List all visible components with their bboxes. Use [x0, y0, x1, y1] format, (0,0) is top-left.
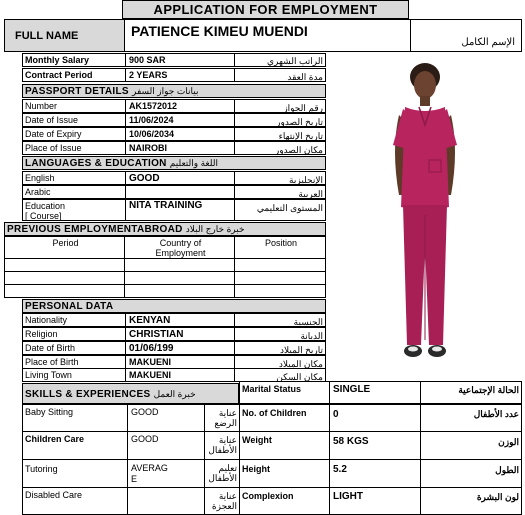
tutoring-value	[127, 459, 205, 488]
education-value: NITA TRAINING	[125, 199, 235, 221]
height-label: Height	[239, 459, 330, 488]
col-period: Period	[4, 236, 125, 259]
arabic-value	[125, 185, 235, 199]
religion-label: Religion	[22, 327, 126, 341]
prev-row-2-position	[234, 271, 326, 285]
baby-sitting-label: Baby Sitting	[22, 404, 128, 432]
marital-status-label: Marital Status	[239, 381, 330, 404]
passport-title-arabic: بيانات جواز السفر	[131, 86, 199, 96]
issue-date-arabic: تاريخ الصدور	[234, 113, 326, 127]
passport-number-label: Number	[22, 99, 126, 113]
living-town-label: Living Town	[22, 368, 126, 382]
children-care-label: Children Care	[22, 431, 128, 460]
dob-value: 01/06/199	[125, 341, 235, 355]
issue-place-label: Place of Issue	[22, 141, 126, 155]
disabled-care-label: Disabled Care	[22, 487, 128, 515]
living-town-arabic: مكان السكن	[234, 368, 326, 382]
expiry-date-arabic: تاريخ الإنتهاء	[234, 127, 326, 141]
issue-place-value: NAIROBI	[125, 141, 235, 155]
salary-label: Monthly Salary	[22, 53, 126, 67]
complexion-label: Complexion	[239, 487, 330, 515]
full-name-arabic: الإسم الكامل	[410, 19, 522, 52]
baby-sitting-arabic	[204, 404, 240, 432]
height-arabic: الطول	[420, 459, 522, 488]
disabled-care-arabic-line1: عناية	[218, 491, 237, 501]
education-label	[22, 199, 126, 221]
tutoring-value-line1: AVERAG	[131, 463, 168, 473]
expiry-date-label: Date of Expiry	[22, 127, 126, 141]
languages-section-header	[22, 156, 326, 170]
full-name-value: PATIENCE KIMEU MUENDI	[124, 19, 411, 52]
education-label-line1: Education	[25, 201, 66, 211]
living-town-value: MAKUENI	[125, 368, 235, 382]
issue-date-label: Date of Issue	[22, 113, 126, 127]
weight-arabic: الوزن	[420, 431, 522, 460]
baby-sitting-arabic-line2: الرضع	[214, 418, 237, 428]
children-care-value: GOOD	[127, 431, 205, 460]
pob-label: Place of Birth	[22, 355, 126, 369]
baby-sitting-value: GOOD	[127, 404, 205, 432]
skills-title-arabic: خبرة العمل	[153, 389, 196, 399]
religion-arabic: الديانة	[234, 327, 326, 341]
tutoring-label: Tutoring	[22, 459, 128, 488]
skills-title: SKILLS & EXPERIENCES	[25, 389, 151, 400]
marital-status-arabic: الحالة الإجتماعية	[420, 381, 522, 404]
weight-label: Weight	[239, 431, 330, 460]
col-country	[124, 236, 235, 259]
full-name-label: FULL NAME	[4, 19, 125, 52]
nationality-label: Nationality	[22, 313, 126, 327]
children-count-value: 0	[329, 404, 421, 432]
dob-label: Date of Birth	[22, 341, 126, 355]
form-title: APPLICATION FOR EMPLOYMENT	[122, 0, 409, 19]
arabic-label: Arabic	[22, 185, 126, 199]
marital-status-value: SINGLE	[329, 381, 421, 404]
prev-row-3-period	[4, 284, 125, 298]
pob-value: MAKUENI	[125, 355, 235, 369]
english-value: GOOD	[125, 171, 235, 185]
pob-arabic: مكان الميلاد	[234, 355, 326, 369]
contract-value: 2 YEARS	[125, 68, 235, 82]
previous-employment-title-arabic: خبرة خارج البلاد	[185, 224, 245, 234]
col-position: Position	[234, 236, 326, 259]
col-country-line1: Country of	[159, 238, 202, 248]
previous-employment-title: PREVIOUS EMPLOYMENTABROAD	[7, 224, 183, 235]
weight-value: 58 KGS	[329, 431, 421, 460]
tutoring-arabic-line2: الأطفال	[208, 473, 237, 483]
english-arabic: الإنجليزية	[234, 171, 326, 185]
education-label-line2: [ Course]	[25, 211, 62, 221]
salary-arabic: الراتب الشهري	[234, 53, 326, 67]
col-country-line2: Employment	[155, 248, 206, 258]
baby-sitting-arabic-line1: عناية	[218, 408, 237, 418]
contract-label: Contract Period	[22, 68, 126, 82]
prev-row-3-country	[124, 284, 235, 298]
prev-row-1-position	[234, 258, 326, 272]
salary-value: 900 SAR	[125, 53, 235, 67]
dob-arabic: تاريخ الميلاد	[234, 341, 326, 355]
passport-title: PASSPORT DETAILS	[25, 86, 129, 97]
prev-row-1-period	[4, 258, 125, 272]
disabled-care-arabic	[204, 487, 240, 515]
languages-title: LANGUAGES & EDUCATION	[25, 158, 167, 169]
complexion-value: LIGHT	[329, 487, 421, 515]
passport-number-arabic: رقم الجواز	[234, 99, 326, 113]
children-care-arabic-line2: الأطفال	[208, 445, 237, 455]
disabled-care-value	[127, 487, 205, 515]
children-care-arabic	[204, 431, 240, 460]
expiry-date-value: 10/06/2034	[125, 127, 235, 141]
complexion-arabic: لون البشرة	[420, 487, 522, 515]
contract-arabic: مدة العقد	[234, 68, 326, 82]
education-arabic: المستوى التعليمي	[234, 199, 326, 221]
passport-section-header	[22, 84, 326, 98]
arabic-arabic: العربية	[234, 185, 326, 199]
english-label: English	[22, 171, 126, 185]
religion-value: CHRISTIAN	[125, 327, 235, 341]
tutoring-arabic	[204, 459, 240, 488]
tutoring-value-line2: E	[131, 474, 138, 484]
applicant-figure-illustration	[329, 55, 521, 380]
issue-place-arabic: مكان الصدور	[234, 141, 326, 155]
tutoring-arabic-line1: تعليم	[218, 463, 237, 473]
prev-row-2-country	[124, 271, 235, 285]
children-count-arabic: عدد الأطفال	[420, 404, 522, 432]
issue-date-value: 11/06/2024	[125, 113, 235, 127]
prev-row-2-period	[4, 271, 125, 285]
passport-number-value: AK1572012	[125, 99, 235, 113]
applicant-photo	[329, 55, 521, 380]
skills-section-header	[22, 383, 239, 404]
prev-row-1-country	[124, 258, 235, 272]
personal-data-header: PERSONAL DATA	[22, 299, 326, 313]
prev-row-3-position	[234, 284, 326, 298]
nationality-value: KENYAN	[125, 313, 235, 327]
children-care-arabic-line1: عناية	[218, 435, 237, 445]
height-value: 5.2	[329, 459, 421, 488]
disabled-care-arabic-line2: العجزة	[211, 501, 237, 511]
previous-employment-header	[4, 222, 326, 236]
languages-title-arabic: اللغة والتعليم	[169, 158, 218, 168]
nationality-arabic: الجنسية	[234, 313, 326, 327]
children-count-label: No. of Children	[239, 404, 330, 432]
